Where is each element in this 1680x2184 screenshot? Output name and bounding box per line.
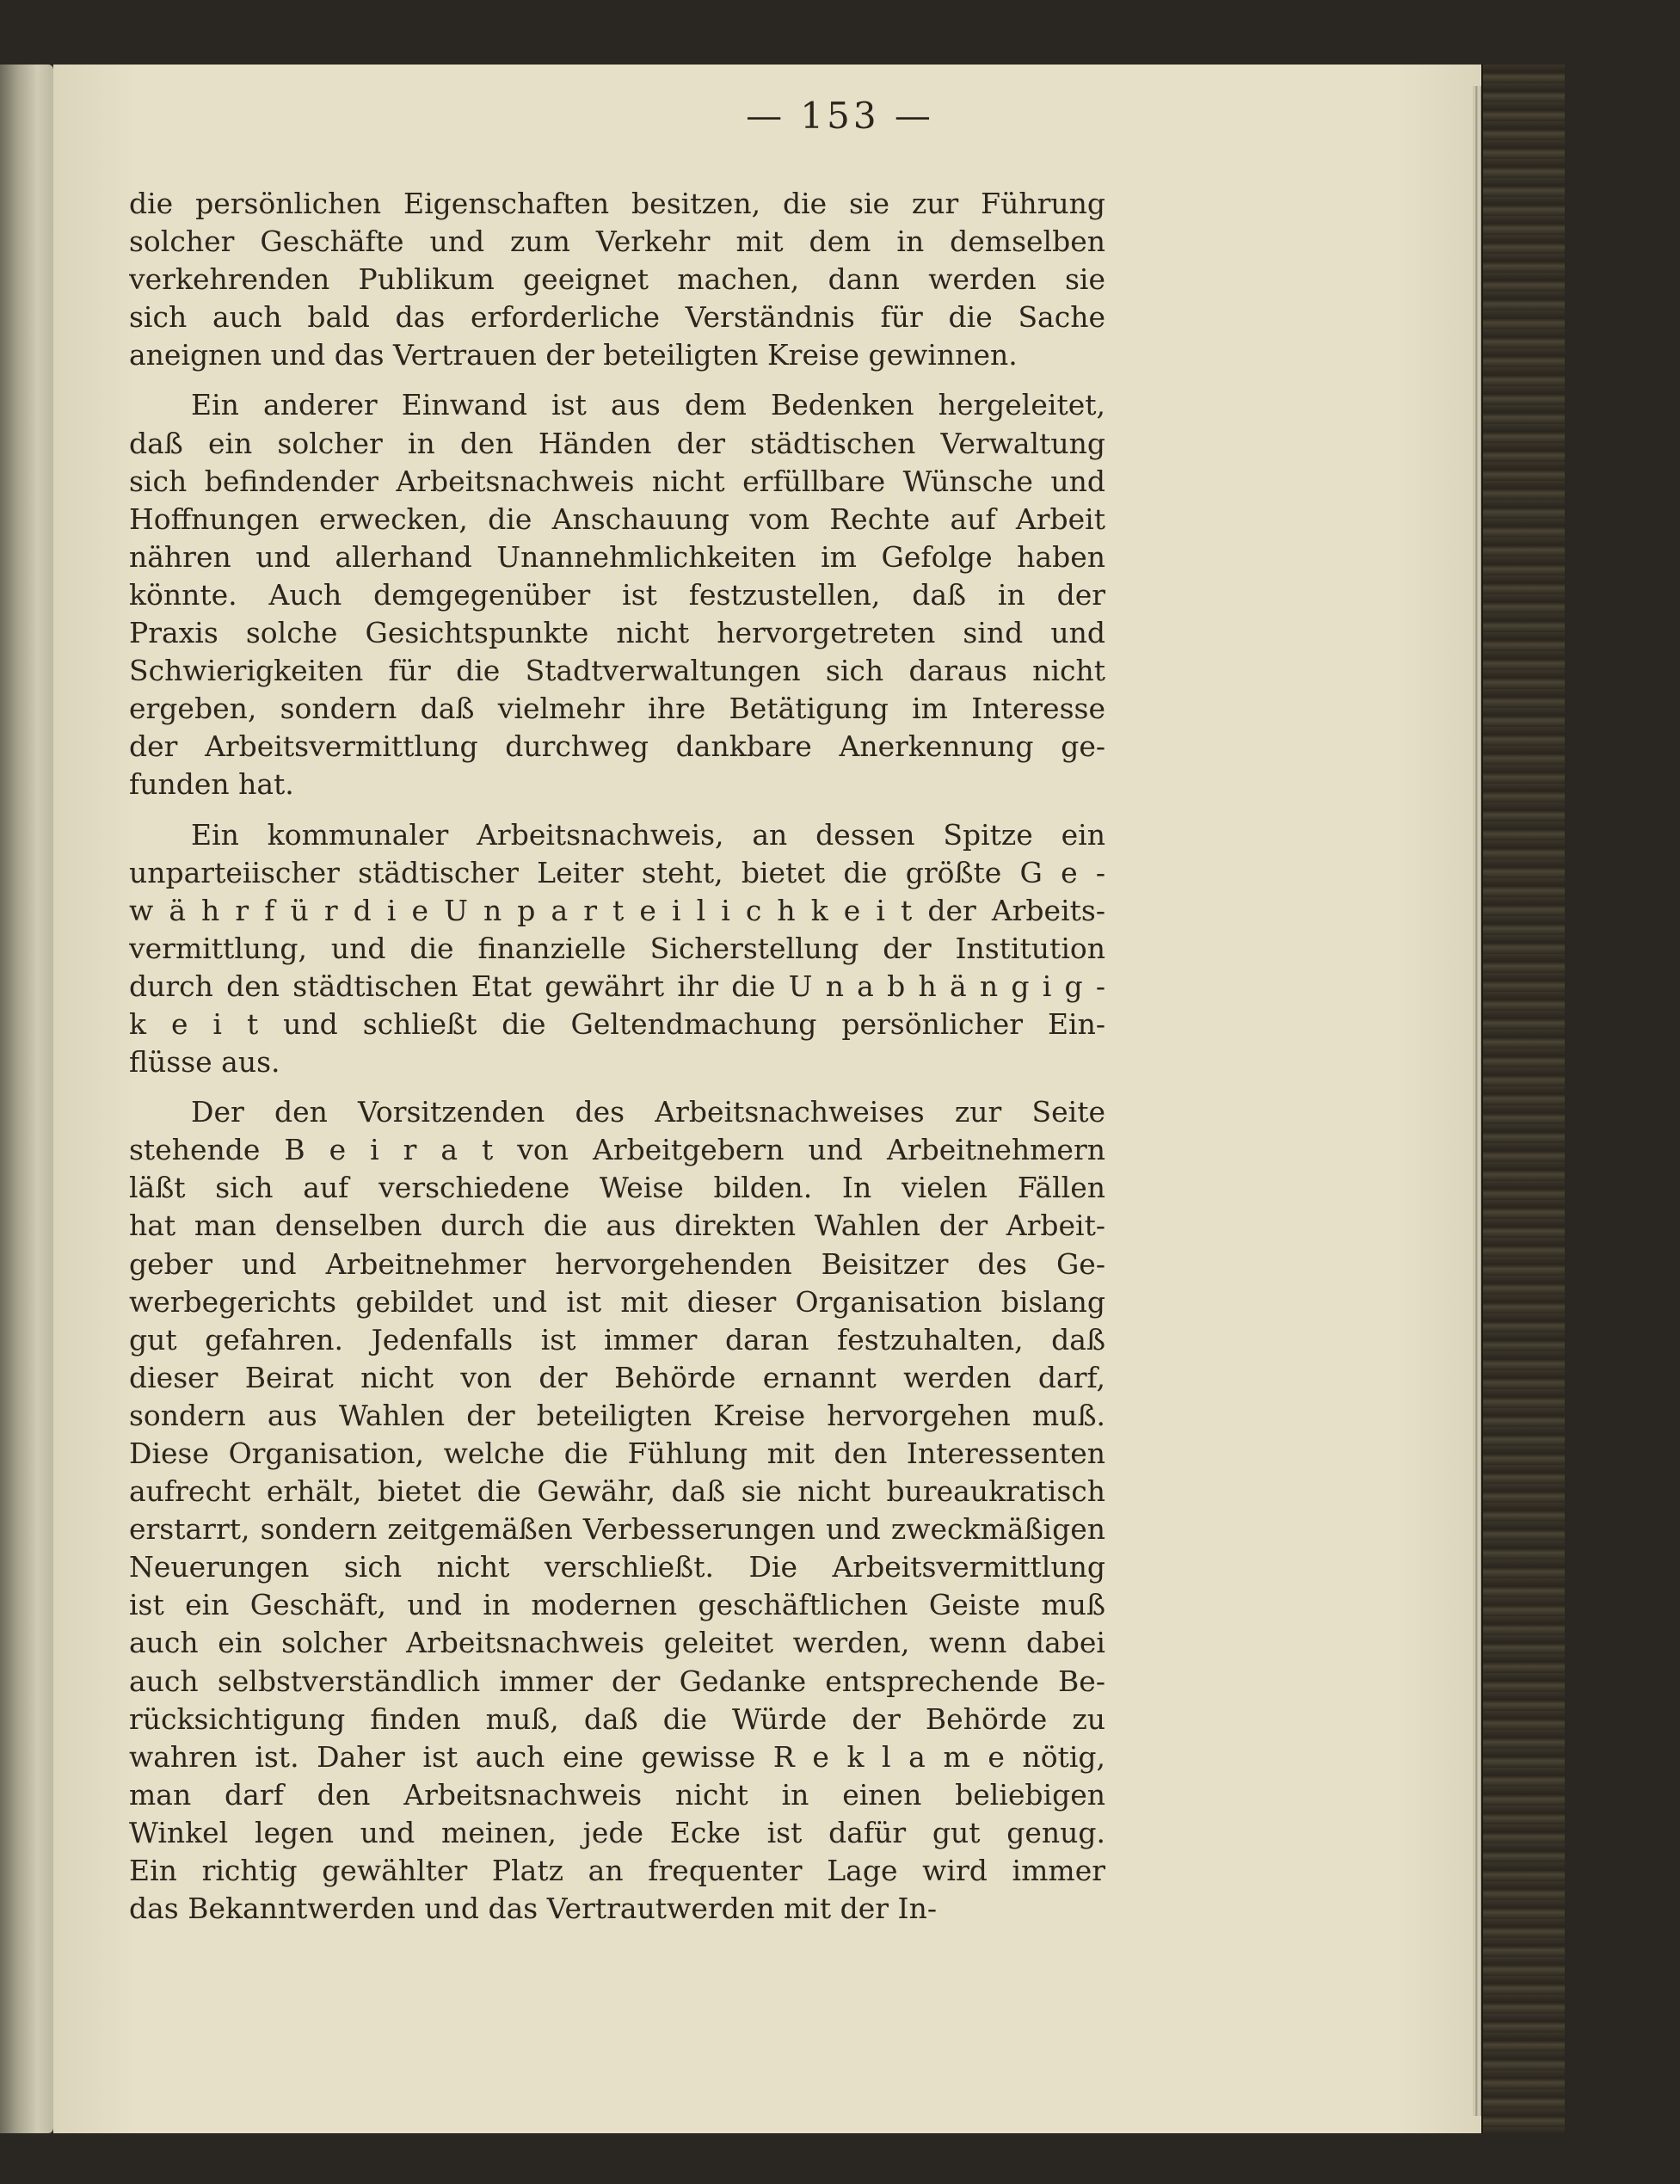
text-line: könnte. Auch demgegenüber ist festzustellen, daß in der	[129, 577, 1105, 612]
text-line: Ein richtig gewählter Platz an frequenter Lage wird immer	[129, 1854, 1105, 1888]
text-line: daß ein solcher in den Händen der städtischen Verwaltung	[129, 426, 1105, 460]
body-text	[129, 185, 1105, 1928]
text-line: der Arbeitsvermittlung durchweg dankbare Anerkennung ge-	[129, 729, 1105, 764]
text-line: aufrecht erhält, bietet die Gewähr, daß sie nicht bureaukratisch	[129, 1474, 1105, 1509]
text-line: w ä h r f ü r d i e U n p a r t e i l i c h k e i t der Arbeits-	[129, 893, 1105, 927]
text-line: k e i t und schließt die Geltendmachung persönlicher Ein-	[129, 1006, 1105, 1041]
text-line: Ein kommunaler Arbeitsnachweis, an dessen Spitze ein	[191, 817, 1105, 852]
text-line: nähren und allerhand Unannehmlichkeiten im Gefolge haben	[129, 539, 1105, 574]
text-line: sich auch bald das erforderliche Verständnis für die Sache	[129, 300, 1105, 335]
text-line: Hoffnungen erwecken, die Anschauung vom Rechte auf Arbeit	[129, 501, 1105, 536]
text-line: die persönlichen Eigenschaften besitzen, die sie zur Führung	[129, 187, 1105, 220]
paragraph-gap	[129, 1081, 1105, 1093]
text-line: unparteiischer städtischer Leiter steht, bietet die größte G e -	[129, 855, 1105, 889]
text-line: vermittlung, und die finanzielle Sicherstellung der Institution	[129, 931, 1105, 965]
text-line: Schwierigkeiten für die Stadtverwaltungen sich daraus nicht	[129, 654, 1105, 688]
text-line: durch den städtischen Etat gewährt ihr die U n a b h ä n g i g -	[129, 969, 1105, 1003]
text-line: wahren ist. Daher ist auch eine gewisse R e k l a m e nötig,	[129, 1739, 1105, 1774]
page-number-header: — 153 —	[746, 95, 934, 137]
text-line: Der den Vorsitzenden des Arbeitsnachweises zur Seite	[191, 1095, 1105, 1129]
paragraph	[129, 1093, 1105, 1928]
text-line: auch selbstverständlich immer der Gedanke entsprechende Be-	[129, 1664, 1105, 1698]
text-line: gut gefahren. Jedenfalls ist immer daran festzuhalten, daß	[129, 1322, 1105, 1357]
text-line: verkehrenden Publikum geeignet machen, dann werden sie	[129, 262, 1105, 297]
text-line: geber und Arbeitnehmer hervorgehenden Beisitzer des Ge-	[129, 1246, 1105, 1281]
text-line: sondern aus Wahlen der beteiligten Kreise hervorgehen muß.	[129, 1398, 1105, 1432]
text-line: ist ein Geschäft, und in modernen geschäftlichen Geiste muß	[129, 1588, 1105, 1622]
text-line: hat man denselben durch die aus direkten Wahlen der Arbeit-	[129, 1209, 1105, 1243]
paragraph	[129, 185, 1105, 374]
text-line: sich befindender Arbeitsnachweis nicht erfüllbare Wünsche und	[129, 464, 1105, 498]
text-line: erstarrt, sondern zeitgemäßen Verbesserungen und zweckmäßigen	[129, 1512, 1105, 1547]
text-line: aneignen und das Vertrauen der beteiligten Kreise gewinnen.	[129, 338, 1018, 372]
left-page-edge	[0, 65, 53, 2133]
text-line: das Bekanntwerden und das Vertrautwerden mit der In-	[129, 1892, 937, 1926]
text-line: Winkel legen und meinen, jede Ecke ist dafür gut genug.	[129, 1815, 1105, 1849]
text-line: Ein anderer Einwand ist aus dem Bedenken hergeleitet,	[191, 388, 1105, 422]
text-line: stehende B e i r a t von Arbeitgebern und Arbeitnehmern	[129, 1133, 1105, 1167]
text-line: ergeben, sondern daß vielmehr ihre Betätigung im Interesse	[129, 692, 1105, 726]
text-line: rücksichtigung finden muß, daß die Würde der Behörde zu	[129, 1701, 1105, 1736]
text-line: Diese Organisation, welche die Fühlung mit den Interessenten	[129, 1437, 1105, 1470]
text-line: funden hat.	[129, 767, 294, 802]
text-line: Neuerungen sich nicht verschließt. Die Arbeitsvermittlung	[129, 1550, 1105, 1584]
text-line: Praxis solche Gesichtspunkte nicht hervorgetreten sind und	[129, 616, 1105, 650]
text-line: solcher Geschäfte und zum Verkehr mit dem in demselben	[129, 225, 1105, 259]
paragraph-gap	[129, 804, 1105, 816]
paragraph	[129, 816, 1105, 1082]
text-line: man darf den Arbeitsnachweis nicht in einen beliebigen	[129, 1777, 1105, 1812]
paragraph-gap	[129, 374, 1105, 386]
book-cover-edge	[1481, 65, 1565, 2133]
text-line: werbegerichts gebildet und ist mit dieser Organisation bislang	[129, 1284, 1105, 1319]
text-line: flüsse aus.	[129, 1045, 280, 1080]
text-line: auch ein solcher Arbeitsnachweis geleitet werden, wenn dabei	[129, 1626, 1105, 1660]
text-line: dieser Beirat nicht von der Behörde ernannt werden darf,	[129, 1360, 1105, 1394]
paragraph	[129, 386, 1105, 803]
text-line: läßt sich auf verschiedene Weise bilden. In vielen Fällen	[129, 1171, 1105, 1205]
